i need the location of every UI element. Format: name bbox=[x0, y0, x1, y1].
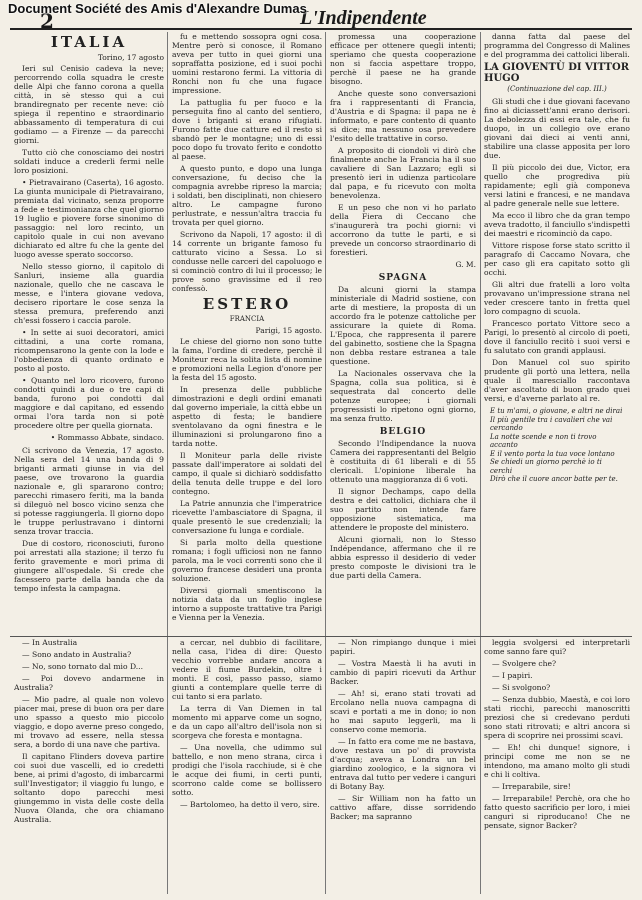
paragraph: Diversi giornali smentiscono la notizia data da un foglio inglese intorno a supposte trattative tra Parigi e Vienna per la Venezia. bbox=[172, 586, 322, 622]
paragraph: Tutto ciò che conosciamo dei nostri soldati induce a crederli fermi nelle loro posizioni. bbox=[14, 148, 164, 175]
paragraph: — In fatto era come me ne bastava, dove restava un po' di provvista d'acqua; aveva a Londra un bel giardino zoologico, e la signora vi entrava dal tutto per vedere i canguri di Botany Bay. bbox=[330, 737, 476, 791]
paragraph: E un peso che non vi ho parlato della Fiera di Ceccano che s'inaugurerà tra pochi giorni: vi accorrono da tutte le parti, e si prevede un concorso straordinario di forestieri. bbox=[330, 203, 476, 257]
feature-heading: LA GIOVENTÙ DI VITTOR HUGO bbox=[484, 62, 630, 84]
poem bbox=[490, 407, 624, 484]
paragraph: Ieri sul Cenisio cadeva la neve; percorrendo colla squadra le creste delle Alpi che fanno corona a quella città, in sè stesso qui a cui brandiregnato per recente neve: ciò spiega il repentino e straordinario abbassamento di temperatura di cui godiamo — a Firenze — da parecchi giorni. bbox=[14, 64, 164, 145]
feuilleton-divider bbox=[10, 636, 632, 637]
archive-watermark: Document Société des Amis d'Alexandre Dumas bbox=[8, 1, 307, 16]
feuilleton-block bbox=[330, 638, 476, 824]
feature-subheading: (Continuazione del cap. III.) bbox=[507, 85, 607, 93]
dialogue-line: — In Australia bbox=[22, 638, 78, 647]
poem-line: Il più gentile tra i cavalieri che vai cercando bbox=[490, 415, 613, 432]
paragraph: • Quanto nel loro ricovero, furono condotti quindi a due o tre capi di banda, furono poi condotti dal maggiore e dal capitano, ed essendo ormai l'ora tarda non si potè procedere oltre per quella giornata. bbox=[14, 376, 164, 430]
paragraph: • In sette ai suoi decoratori, amici cittadini, a una corte romana, ricompensarono la gente con la lode e l'obbedienza di quanto ordinato e posto al posto. bbox=[14, 328, 164, 373]
paragraph: Da alcuni giorni la stampa ministeriale di Madrid sostiene, con arte di mestiere, la proposta di un accordo fra le potenze cattoliche per assicurare la quiete di Roma. L'Epoca, che rappresenta il parere del gabinetto, sostiene che la Spagna non debba restare estranea a tale questione. bbox=[330, 285, 476, 366]
paragraph: A proposito di ciondoli vi dirò che finalmente anche la Francia ha il suo cavaliere di San Lazzaro; egli si presentò ieri in udienza particolare dal papa, e fu ricevuto con molta benevolenza. bbox=[330, 146, 476, 200]
paragraph: Il signor Dechamps, capo della destra e dei cattolici, dichiara che il suo partito non intende fare opposizione sistematica, ma attendere le proposte del ministero. bbox=[330, 487, 476, 532]
paragraph: Scrivono da Napoli, 17 agosto: il dì 14 corrente un brigante famoso fu catturato vicino a Sessa. Lo si condusse nelle carceri del capoluogo e si cominciò contro di lui il processo; le prove sono gravissime ed il reo confessò. bbox=[172, 230, 322, 293]
paragraph: Gli studi che i due giovani facevano fino ai diciassett'anni erano derisori. La debolezza di essi era tale, che fu duopo, in un collegio ove erano giovani dai dieci ai venti anni, stabilire una classe apposita per loro due. bbox=[484, 97, 630, 160]
paragraph: Ma ecco il libro che da gran tempo aveva tradotto, il fanciullo s'indispettì dei maestri e ricominciò da capo. bbox=[484, 211, 630, 238]
paragraph: — Eh! chi dunque! signore, i principi come me non se ne intendono, ma amano molto gli studi e chi li coltiva. bbox=[484, 743, 630, 779]
dialogue-line: — Irreparabile, sire! bbox=[492, 782, 571, 791]
paragraph: Secondo l'Indipendance la nuova Camera dei rappresentanti del Belgio è costituita di 61 liberali e di 55 clericali. L'opinione liberale ha ottenuto una maggioranza di 6 voti. bbox=[330, 439, 476, 484]
paragraph: Vittore rispose forse stato scritto il paragrafo di Caccamo Novara, che per caso gli era capitato sotto gli occhi. bbox=[484, 241, 630, 277]
author-initials: G. M. bbox=[455, 260, 476, 269]
poem-line: E il vento porta la tua voce lontano bbox=[490, 449, 615, 458]
paragraph: promessa una cooperazione efficace per ottenere quegli intenti; speriamo che questa cooperazione non si faccia aspettare troppo, perchè il paese ne ha grande bisogno. bbox=[330, 32, 476, 86]
dialogue-line: — Sono andato in Australia? bbox=[22, 650, 132, 659]
paragraph: — Ah! si, erano stati trovati ad Ercolano nella nuova campagna di scavi e portati a me in dono; io non ho mai saputo leggerli, ma li conservo come memoria. bbox=[330, 689, 476, 734]
paragraph: La pattuglia fu per fuoco e la perseguita fino al canto del sentiero, dove i briganti si erano rifugiati. Furono fatte due catture ed il resto si sbandò per le montagne; uno di essi poco dopo fu trovato ferito e condotto al paese. bbox=[172, 98, 322, 161]
paragraph: Anche queste sono conversazioni fra i rappresentanti di Francia, d'Austria e di Spagna: il papa ne è informato, e pare contento di quanto si dice; ma nessuno osa prevedere l'esito delle trattative in corso. bbox=[330, 89, 476, 143]
paragraph: fu e mettendo sossopra ogni cosa. Mentre però si conosce, il Romano aveva per tutto in quei giorni una sopraffatta posizione, ed i suoi pochi uomini restarono fermi. La vittoria di Ronchi non fu che una fugace impressione. bbox=[172, 32, 322, 95]
section-heading-italia: ITALIA bbox=[50, 33, 128, 51]
paragraph: • Pietravairano (Caserta), 16 agosto. La giunta municipale di Pietravairano, premiata dal vicinato, senza proporre a fede e testimonianza che quel giorno 19 luglio e piovere forse sinonimo di passaggio: nel loro recinto, un capitolo quale in cui non avevano dichiarato ed altre fu che la gente del luogo avesse sperato soccorso. bbox=[14, 178, 164, 259]
paragraph: Ci scrivono da Venezia, 17 agosto. Nella sera del 14 una banda di 9 briganti armati giunse in via del paese, ove trovarono la guardia nazionale e, gli spararono contro; parecchi rimasero feriti, ma la banda si dileguò nel bosco vicino senza che si potesse raggiungerla. Il giorno dopo le truppe perlustravano i dintorni senza trovar traccia. bbox=[14, 446, 164, 536]
paragraph: leggia svolgersi ed interpretarli come sanno fare qui? bbox=[484, 638, 630, 656]
section-heading-spagna: SPAGNA bbox=[378, 273, 428, 283]
paragraph: — Sir William non ha fatto un cattivo affare, disse sorridendo Backer; ma sapranno bbox=[330, 794, 476, 821]
dialogue-line: — Poi dovevo andarmene in Australia? bbox=[14, 674, 164, 692]
paragraph: Alcuni giornali, non lo Stesso Indépendance, affermano che il re abbia espresso il desiderio di veder presto composte le divisioni tra le due parti della Camera. bbox=[330, 535, 476, 580]
paragraph: Il Moniteur parla delle riviste passate dall'imperatore ai soldati del campo, il quale si dichiarò soddisfatto della tenuta delle truppe e del loro contegno. bbox=[172, 451, 322, 496]
dialogue-line: — Si svolgono? bbox=[492, 683, 551, 692]
newspaper-title: L'Indipendente bbox=[300, 7, 427, 29]
signature: • Rommasso Abbate, sindaco. bbox=[50, 433, 164, 442]
paragraph: Francesco portato Vittore seco a Parigi, lo presentò al circolo di poeti, dove il fanciullo recitò i suoi versi e fu salutato con grandi applausi. bbox=[484, 319, 630, 355]
poem-line: Se chiedi un giorno perchè io ti cerchi bbox=[490, 458, 602, 475]
paragraph: — Mio padre, al quale non volevo piacer mai, prese di buon ora per dare uno spasso a questo mio piccolo viaggio, e dopo averne preso congedo, mi trovavo ad essere, nella stessa sera, a bordo di una nave che partiva. bbox=[14, 695, 164, 749]
feuilleton-block bbox=[172, 638, 322, 812]
dialogue-line: — Svolgere che? bbox=[492, 659, 557, 668]
paragraph: — Senza dubbio, Maestà, e coi loro stati ricchi, parecchi manoscritti preziosi che si credevano perduti sono stati ritrovati; e altri ancora si spera di scoprire nei prossimi scavi. bbox=[484, 695, 630, 740]
paragraph: La Nacionales osservava che la Spagna, colla sua politica, si è sequestrata dal concerto delle potenze europee; i giornali progressisti lo ripetono ogni giorno, ma senza frutto. bbox=[330, 369, 476, 423]
paragraph: — Irreparabile! Perchè, ora che ho fatto questo sacrificio per loro, i miei canguri si riproducano! Che ne pensate, signor Backer? bbox=[484, 794, 630, 830]
dialogue-line: — I papiri. bbox=[492, 671, 533, 680]
paragraph: — Una novella, che udimmo sul battello, e non meno strana, circa i prodigi che l'isola racchiude, si è che le acque dei fiumi, in certi punti, scorrono calde come se bollissero sotto. bbox=[172, 743, 322, 797]
paragraph: — Non rimpiango dunque i miei papiri. bbox=[330, 638, 476, 656]
paragraph: — Bartolomeo, ha detto il vero, sire. bbox=[180, 800, 320, 809]
dialogue-line: — No, sono tornato dal mio D... bbox=[22, 662, 144, 671]
paragraph: Don Manuel col suo spirito prudente gli portò una lettera, nella quale il maresciallo raccontava d'aver ascoltato di buon grado quei versi, e d'averne parlato al re. bbox=[484, 358, 630, 403]
poem-line: Dirò che il cuore ancor batte per te. bbox=[490, 475, 618, 483]
section-heading-belgio: BELGIO bbox=[379, 427, 427, 437]
dateline: Parigi, 15 agosto. bbox=[255, 326, 322, 335]
paragraph: In presenza delle pubbliche dimostrazioni e degli ordini emanati dal governo imperiale, la città ebbe un aspetto di festa; le bandiere sventolavano da ogni finestra e le illuminazioni si prolungarono fino a tarda notte. bbox=[172, 385, 322, 448]
feuilleton-block bbox=[14, 638, 164, 827]
column-rule bbox=[325, 32, 326, 894]
column-4 bbox=[484, 32, 630, 894]
paragraph: La Patrie annunzia che l'imperatrice ricevette l'ambasciatore di Spagna, il quale presentò le sue credenziali; la conversazione fu lunga e cordiale. bbox=[172, 499, 322, 535]
paragraph: — Vostra Maestà li ha avuti in cambio di papiri ricevuti da Arthur Backer. bbox=[330, 659, 476, 686]
masthead-rule bbox=[10, 28, 632, 30]
section-heading-estero: ESTERO bbox=[202, 295, 292, 313]
paragraph: La terra di Van Diemen in tal momento mi apparve come un sogno, e da un capo all'altro dell'isola non si scorgeva che foresta e montagna. bbox=[172, 704, 322, 740]
column-2 bbox=[172, 32, 322, 894]
paragraph: a cercar, nel dubbio di facilitare, nella casa, l'idea di dire: Questo vecchio vorrebbe andare ancora a vedere il fiume Burdekin, oltre i monti. E così, passo passo, siamo giunti a contemplare quelle terre di cui tanto si era parlato. bbox=[172, 638, 322, 701]
poem-line: La notte scende e non ti trovo accanto bbox=[490, 432, 597, 449]
paragraph: Il più piccolo dei due, Victor, era quello che progrediva più rapidamente; egli già componeva versi latini e francesi, e ne mandava al padre generale nelle sue lettere. bbox=[484, 163, 630, 208]
column-3 bbox=[330, 32, 476, 894]
paragraph: danna fatta dal paese del programma del Congresso di Malines e del programma dei cattolici liberali. bbox=[484, 32, 630, 59]
paragraph: Le chiese del giorno non sono tutte la fama, l'ordine di credere, perchè il Moniteur reca la solita lista di nomine e promozioni nella Legion d'onore per la festa del 15 agosto. bbox=[172, 337, 322, 382]
paragraph: Il capitano Flinders doveva partire coi suoi due vascelli, ed io credetti bene, ai primi d'agosto, di imbarcarmi sull'Investigator; il viaggio fu lungo, e soltanto dopo parecchi mesi giungemmo in vista delle coste della Nuova Olanda, che ora chiamano Australia. bbox=[14, 752, 164, 824]
paragraph: Due di costoro, riconosciuti, furono poi arrestati alla stazione; il terzo fu ferito gravemente e morì prima di giungere all'ospedale. Si crede che facessero parte della banda che da tempo infesta la campagna. bbox=[14, 539, 164, 593]
column-rule bbox=[167, 32, 168, 894]
poem-line: E tu m'ami, o giovane, e altri ne dirai bbox=[490, 407, 623, 415]
paragraph: Nello stesso giorno, il capitolo di Sanluri, insieme alla guardia nazionale, quello che ne cascava le messe, e l'intera giovane vedova, decisero riportare le cose senza la stessa premura, preferendo anzi ch'essi fossero i caccia parole. bbox=[14, 262, 164, 325]
dateline: Torino, 17 agosto bbox=[97, 53, 164, 62]
page-number: 2 bbox=[40, 9, 54, 33]
paragraph: A questo punto, e dopo una lunga conversazione, fu deciso che la compagnia avrebbe ripreso la marcia; i soldati, ben disciplinati, non chiesero altro. Le campagne furono perlustrate, e nessun'altra traccia fu trovata per quel giorno. bbox=[172, 164, 322, 227]
column-1 bbox=[14, 32, 164, 894]
subheading-francia: FRANCIA bbox=[229, 315, 265, 323]
feuilleton-block bbox=[484, 638, 630, 833]
column-rule bbox=[480, 32, 481, 894]
paragraph: Si parla molto della questione romana; i fogli ufficiosi non ne fanno parola, ma le voci correnti sono che il governo francese desideri una pronta soluzione. bbox=[172, 538, 322, 583]
paragraph: Gli altri due fratelli a loro volta provavano un'impressione strana nel veder crescere tanto in fretta quel loro compagno di scuola. bbox=[484, 280, 630, 316]
